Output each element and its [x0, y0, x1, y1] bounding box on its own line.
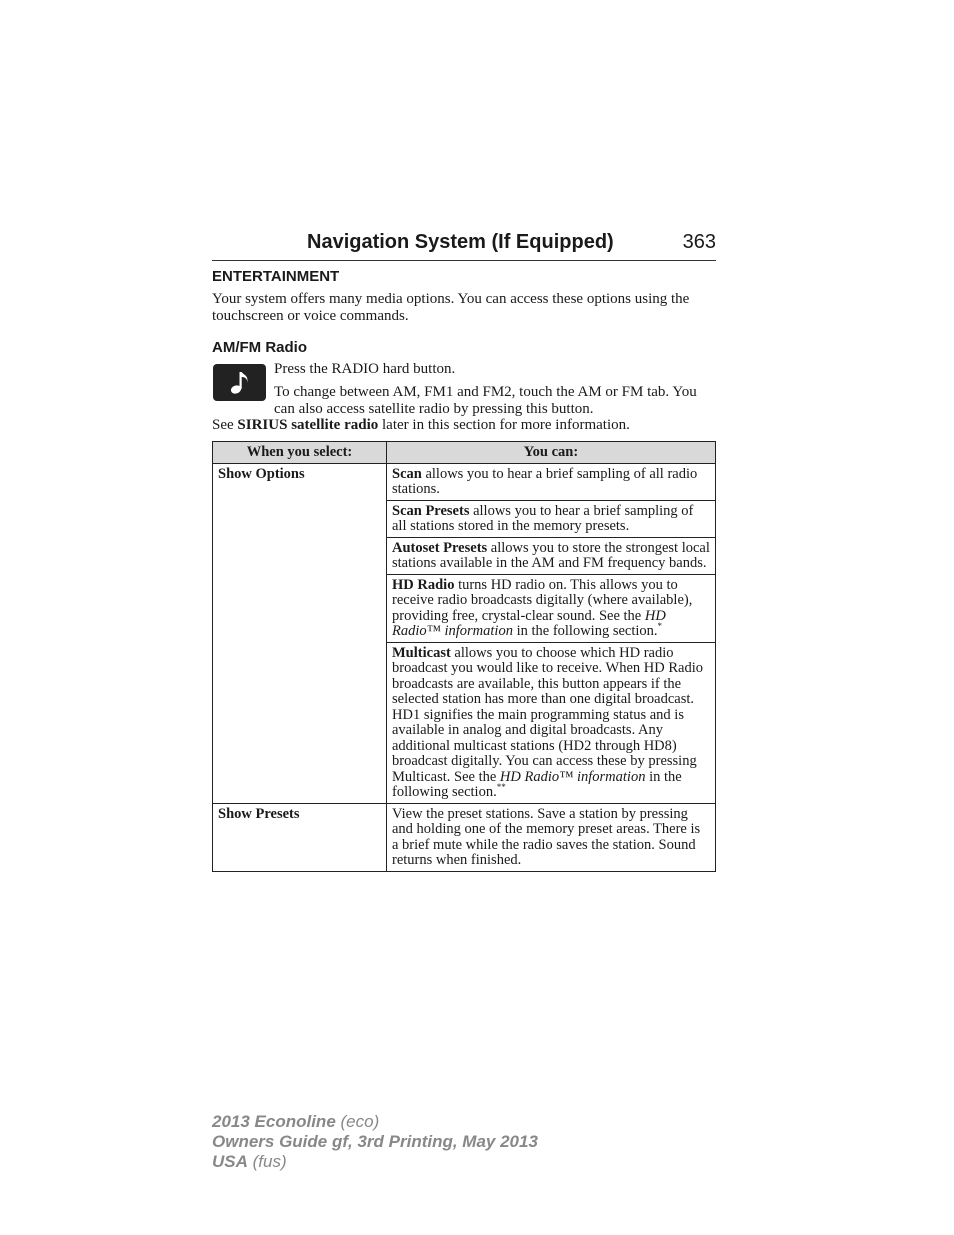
press-radio-instruction: Press the RADIO hard button.	[274, 361, 456, 377]
multicast-description: Multicast allows you to choose which HD radio broadcast you would like to receive. When HD Radio broadcasts are available, this button appears if the selected station has more than one digital broadcast. HD1 signifies the main programming status and is available in analog and digital broadcasts. Any additional multicast stations (HD2 through HD8) broadcast digitally. You can access these by pressing Multicast. See the HD Radio™ information in the following section.**	[387, 642, 716, 803]
page-header	[212, 229, 716, 261]
sirius-link-text: SIRIUS satellite radio	[237, 417, 379, 433]
radio-options-table	[212, 441, 716, 872]
show-presets-description: View the preset stations. Save a station by pressing and holding one of the memory preset areas. There is a brief mute while the radio saves the station. Sound returns when finished.	[387, 803, 716, 871]
hd-radio-description: HD Radio turns HD radio on. This allows you to receive radio broadcasts digitally (where available), providing free, crystal-clear sound. See the HD Radio™ information in the following section.*	[387, 574, 716, 642]
scan-description: Scan allows you to hear a brief sampling of all radio stations.	[387, 463, 716, 500]
table-header-row	[213, 442, 716, 464]
header-when-you-select: When you select:	[213, 442, 387, 464]
footer-region-line: USA (fus)	[212, 1152, 287, 1171]
scan-presets-description: Scan Presets allows you to hear a brief sampling of all stations stored in the memory presets.	[387, 500, 716, 537]
entertainment-heading: ENTERTAINMENT	[212, 268, 340, 285]
header-you-can: You can:	[387, 442, 716, 464]
page-number: 363	[682, 231, 716, 253]
show-presets-cell: Show Presets	[213, 803, 387, 871]
footer-model-line: 2013 Econoline (eco)	[212, 1112, 380, 1131]
change-band-instruction: To change between AM, FM1 and FM2, touch the AM or FM tab. You can also access satellite radio by pressing this button.	[274, 384, 697, 417]
table-row	[213, 803, 716, 871]
table-row	[213, 463, 716, 500]
footer-guide-line: Owners Guide gf, 3rd Printing, May 2013	[212, 1132, 538, 1151]
sirius-reference: See SIRIUS satellite radio later in this section for more information.	[212, 417, 630, 433]
show-options-cell: Show Options	[213, 463, 387, 803]
autoset-presets-description: Autoset Presets allows you to store the strongest local stations available in the AM and FM frequency bands.	[387, 537, 716, 574]
section-title: Navigation System (If Equipped)	[307, 231, 614, 253]
document-footer	[212, 1112, 538, 1172]
music-note-icon	[213, 364, 266, 401]
amfm-radio-heading: AM/FM Radio	[212, 339, 307, 356]
entertainment-intro: Your system offers many media options. You can access these options using the touchscreen or voice commands.	[212, 291, 690, 324]
